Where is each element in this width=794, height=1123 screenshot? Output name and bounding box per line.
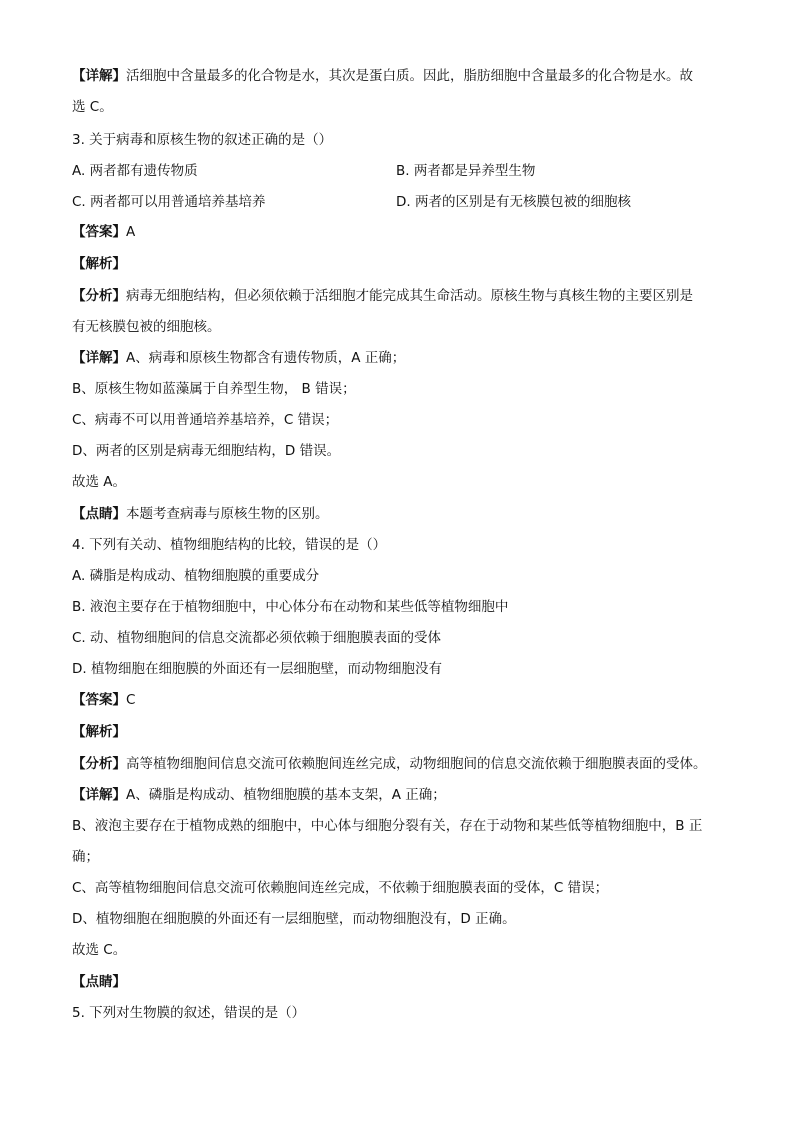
question-4: 4. 下列有关动、植物细胞结构的比较，错误的是（） [72, 537, 387, 553]
question-3-detail-d: D、两者的区别是病毒无细胞结构，D 错误。 [72, 443, 341, 459]
question-4-detail-a [72, 785, 732, 805]
answer-value: A [126, 224, 136, 240]
answer-tag: 【答案】 [72, 692, 126, 708]
question-3-dianjing [72, 504, 732, 524]
question-4-option-a: A. 磷脂是构成动、植物细胞膜的重要成分 [72, 568, 320, 584]
analysis-tag: 【解析】 [72, 724, 126, 740]
detail-text: A、磷脂是构成动、植物细胞膜的基本支架，A 正确； [126, 787, 446, 803]
question-4-option-d: D. 植物细胞在细胞膜的外面还有一层细胞壁，而动物细胞没有 [72, 661, 442, 677]
answer-tag: 【答案】 [72, 224, 126, 240]
question-4-analysis-heading [72, 722, 732, 742]
dianjing-text: 本题考查病毒与原核生物的区别。 [126, 506, 329, 522]
question-3-detail-c: C、病毒不可以用普通培养基培养，C 错误； [72, 412, 339, 428]
question-5: 5. 下列对生物膜的叙述，错误的是（） [72, 1005, 306, 1021]
question-3-answer [72, 222, 732, 242]
answer-value: C [126, 692, 136, 708]
fenxi-text: 病毒无细胞结构，但必须依赖于活细胞才能完成其生命活动。原核生物与真核生物的主要区别是 [126, 288, 693, 304]
question-3-detail-b: B、原核生物如蓝藻属于自养型生物， B 错误； [72, 381, 356, 397]
question-4-dianjing [72, 972, 732, 992]
question-4-answer [72, 690, 732, 710]
question-3-fenxi [72, 286, 732, 306]
detail-line-continued: 选 C。 [72, 99, 113, 115]
question-3-option-a: A. 两者都有遗传物质 [72, 163, 198, 179]
fenxi-tag: 【分析】 [72, 288, 126, 304]
question-3-option-d: D. 两者的区别是有无核膜包被的细胞核 [396, 194, 631, 210]
dianjing-tag: 【点睛】 [72, 974, 126, 990]
detail-tag: 【详解】 [72, 68, 126, 84]
question-4-detail-c: C、高等植物细胞间信息交流可依赖胞间连丝完成，不依赖于细胞膜表面的受体，C 错误； [72, 880, 609, 896]
question-4-detail-d: D、植物细胞在细胞膜的外面还有一层细胞壁，而动物细胞没有，D 正确。 [72, 911, 516, 927]
analysis-tag: 【解析】 [72, 256, 126, 272]
question-3-option-c: C. 两者都可以用普通培养基培养 [72, 194, 266, 210]
question-3-detail-a [72, 348, 732, 368]
question-3-option-b: B. 两者都是异养型生物 [396, 163, 536, 179]
question-4-fenxi [72, 754, 732, 774]
detail-line [72, 66, 732, 86]
detail-text: 活细胞中含量最多的化合物是水，其次是蛋白质。因此，脂肪细胞中含量最多的化合物是水。故 [126, 68, 693, 84]
detail-text: A、病毒和原核生物都含有遗传物质，A 正确； [126, 350, 406, 366]
question-4-option-c: C. 动、植物细胞间的信息交流都必须依赖于细胞膜表面的受体 [72, 630, 442, 646]
question-4-selection: 故选 C。 [72, 942, 127, 958]
dianjing-tag: 【点睛】 [72, 506, 126, 522]
question-4-option-b: B. 液泡主要存在于植物细胞中，中心体分布在动物和某些低等植物细胞中 [72, 599, 509, 615]
fenxi-tag: 【分析】 [72, 756, 126, 772]
question-3-fenxi-continued: 有无核膜包被的细胞核。 [72, 319, 221, 335]
question-3-analysis-heading [72, 254, 732, 274]
fenxi-text: 高等植物细胞间信息交流可依赖胞间连丝完成，动物细胞间的信息交流依赖于细胞膜表面的受体。 [126, 756, 707, 772]
question-3-selection: 故选 A。 [72, 474, 127, 490]
question-4-detail-b: B、液泡主要存在于植物成熟的细胞中，中心体与细胞分裂有关，存在于动物和某些低等植物细胞中，B 正 [72, 818, 703, 834]
question-3: 3. 关于病毒和原核生物的叙述正确的是（） [72, 132, 333, 148]
question-4-detail-b-continued: 确； [72, 849, 99, 865]
detail-tag: 【详解】 [72, 787, 126, 803]
detail-tag: 【详解】 [72, 350, 126, 366]
